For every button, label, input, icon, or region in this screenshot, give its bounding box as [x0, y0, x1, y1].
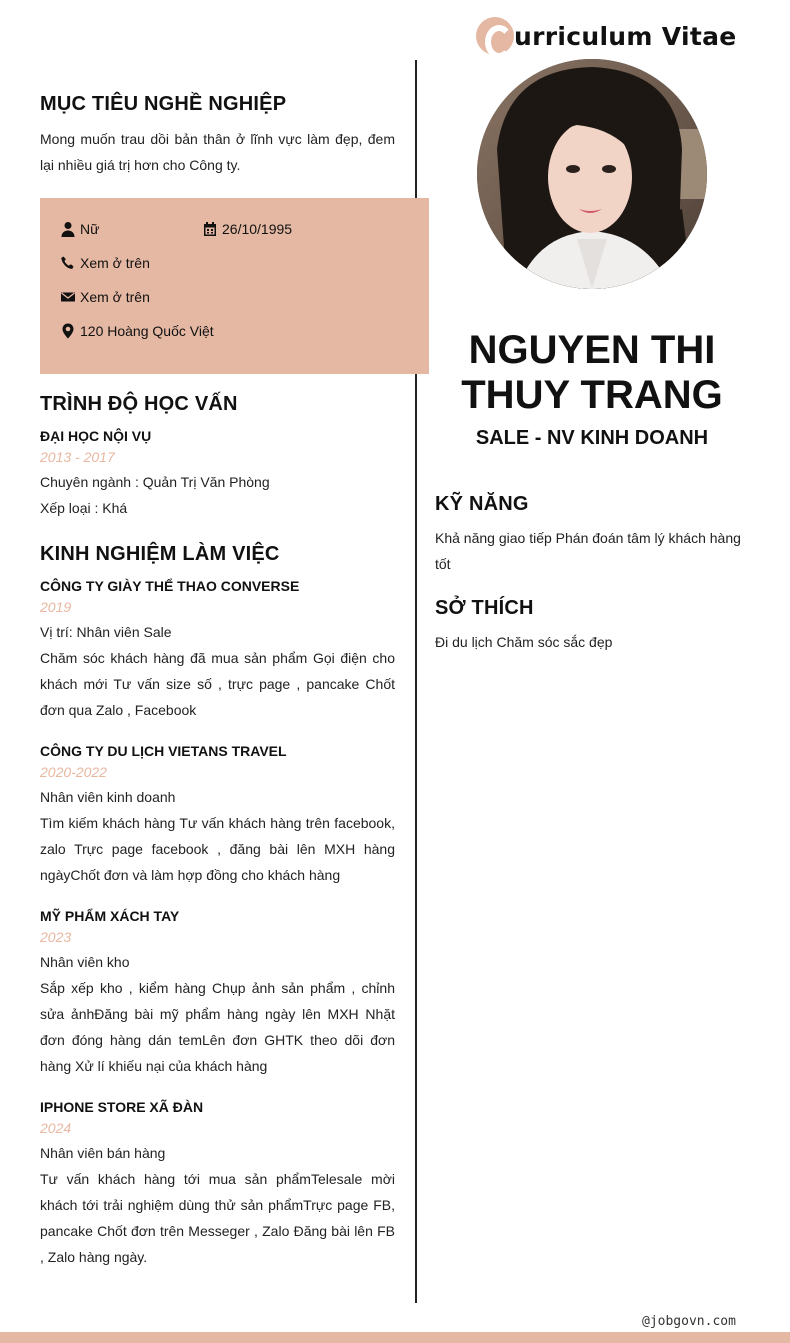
gender-item	[60, 221, 99, 237]
logo-text: urriculum Vitae	[514, 21, 737, 51]
experience-title: KINH NGHIỆM LÀM VIỆC	[40, 543, 280, 565]
job-description: Chăm sóc khách hàng đã mua sản phẩm Gọi điện cho khách mới Tư vấn size số , trực page , pancake Chốt đơn qua Zalo , Facebook	[40, 650, 395, 718]
job-role: SALE - NV KINH DOANH	[475, 427, 709, 449]
school-name: ĐẠI HỌC NỘI VỤ	[40, 428, 152, 444]
objective-section	[40, 93, 286, 116]
job-entry	[40, 578, 395, 723]
skills-text: Khả năng giao tiếp Phán đoán tâm lý khách hàng tốt	[435, 530, 741, 572]
job-position: Nhân viên bán hàng	[40, 1145, 166, 1161]
address-value: 120 Hoàng Quốc Việt	[80, 323, 214, 339]
education-years: 2013 - 2017	[40, 449, 115, 465]
footer-bar	[0, 1332, 790, 1343]
education-entry	[40, 428, 395, 521]
profile-photo	[477, 59, 707, 289]
job-company: CÔNG TY DU LỊCH VIETANS TRAVEL	[40, 743, 287, 759]
job-description: Tư vấn khách hàng tới mua sản phẩmTelesale mời khách tới trải nghiệm dùng thử sản phẩmTrực page FB, pancake Chốt đơn trên Messeger , Zalo Đăng bài lên FB , Zalo hàng ngày.	[40, 1171, 395, 1265]
job-position: Vị trí: Nhân viên Sale	[40, 624, 172, 640]
email-value: Xem ở trên	[80, 289, 150, 305]
email-item	[60, 289, 150, 305]
job-description: Sắp xếp kho , kiểm hàng Chụp ảnh sản phẩm , chỉnh sửa ảnhĐăng bài mỹ phẩm hàng ngày lên MXH Nhặt đơn đóng hàng dán temLên đơn GHTK theo dõi đơn hàng Xử lí khiếu nại của khách hàng	[40, 980, 395, 1074]
personal-info-box	[40, 198, 429, 374]
job-year: 2019	[40, 599, 72, 615]
job-description: Tìm kiếm khách hàng Tư vấn khách hàng trên facebook, zalo Trực page facebook , đăng bài lên MXH hàng ngàyChốt đơn và làm hợp đồng cho khách hàng	[40, 815, 395, 883]
watermark: @jobgovn.com	[642, 1314, 736, 1329]
address-item	[60, 323, 214, 339]
phone-value: Xem ở trên	[80, 255, 150, 271]
objective-title: MỤC TIÊU NGHỀ NGHIỆP	[40, 93, 287, 115]
location-pin-icon	[60, 323, 76, 339]
objective-text: Mong muốn trau dồi bản thân ở lĩnh vực làm đẹp, đem lại nhiều giá trị hơn cho Công ty.	[40, 131, 395, 173]
name-line-1: NGUYEN THI	[468, 328, 716, 372]
job-year: 2020-2022	[40, 764, 107, 780]
education-rank: Xếp loại : Khá	[40, 500, 128, 516]
cv-logo	[476, 17, 737, 55]
portrait-illustration	[477, 59, 707, 289]
person-icon	[60, 221, 76, 237]
envelope-icon	[60, 289, 76, 305]
job-year: 2024	[40, 1120, 72, 1136]
job-company: MỸ PHẨM XÁCH TAY	[40, 908, 180, 924]
job-year: 2023	[40, 929, 72, 945]
name-line-2: THUY TRANG	[461, 373, 723, 417]
job-company: CÔNG TY GIÀY THỂ THAO CONVERSE	[40, 578, 300, 594]
gender-value: Nữ	[80, 221, 100, 237]
hobbies-title: SỞ THÍCH	[435, 597, 534, 619]
job-entry	[40, 908, 395, 1079]
hobbies-section	[435, 597, 745, 655]
education-title: TRÌNH ĐỘ HỌC VẤN	[40, 393, 238, 415]
skills-title: KỸ NĂNG	[435, 493, 529, 515]
birthday-value: 26/10/1995	[222, 221, 293, 237]
calendar-icon	[202, 221, 218, 237]
birthday-item	[202, 221, 292, 237]
education-section	[40, 393, 238, 416]
job-position: Nhân viên kho	[40, 954, 130, 970]
job-company: IPHONE STORE XÃ ĐÀN	[40, 1099, 204, 1115]
logo-c-badge	[476, 17, 514, 55]
experience-section	[40, 543, 280, 566]
job-entry	[40, 1099, 395, 1270]
full-name	[432, 328, 752, 418]
job-position: Nhân viên kinh doanh	[40, 789, 176, 805]
job-entry	[40, 743, 395, 888]
phone-item	[60, 255, 150, 271]
phone-icon	[60, 255, 76, 271]
education-major: Chuyên ngành : Quản Trị Văn Phòng	[40, 474, 270, 490]
hobbies-text: Đi du lịch Chăm sóc sắc đẹp	[435, 634, 613, 650]
skills-section	[435, 493, 745, 577]
